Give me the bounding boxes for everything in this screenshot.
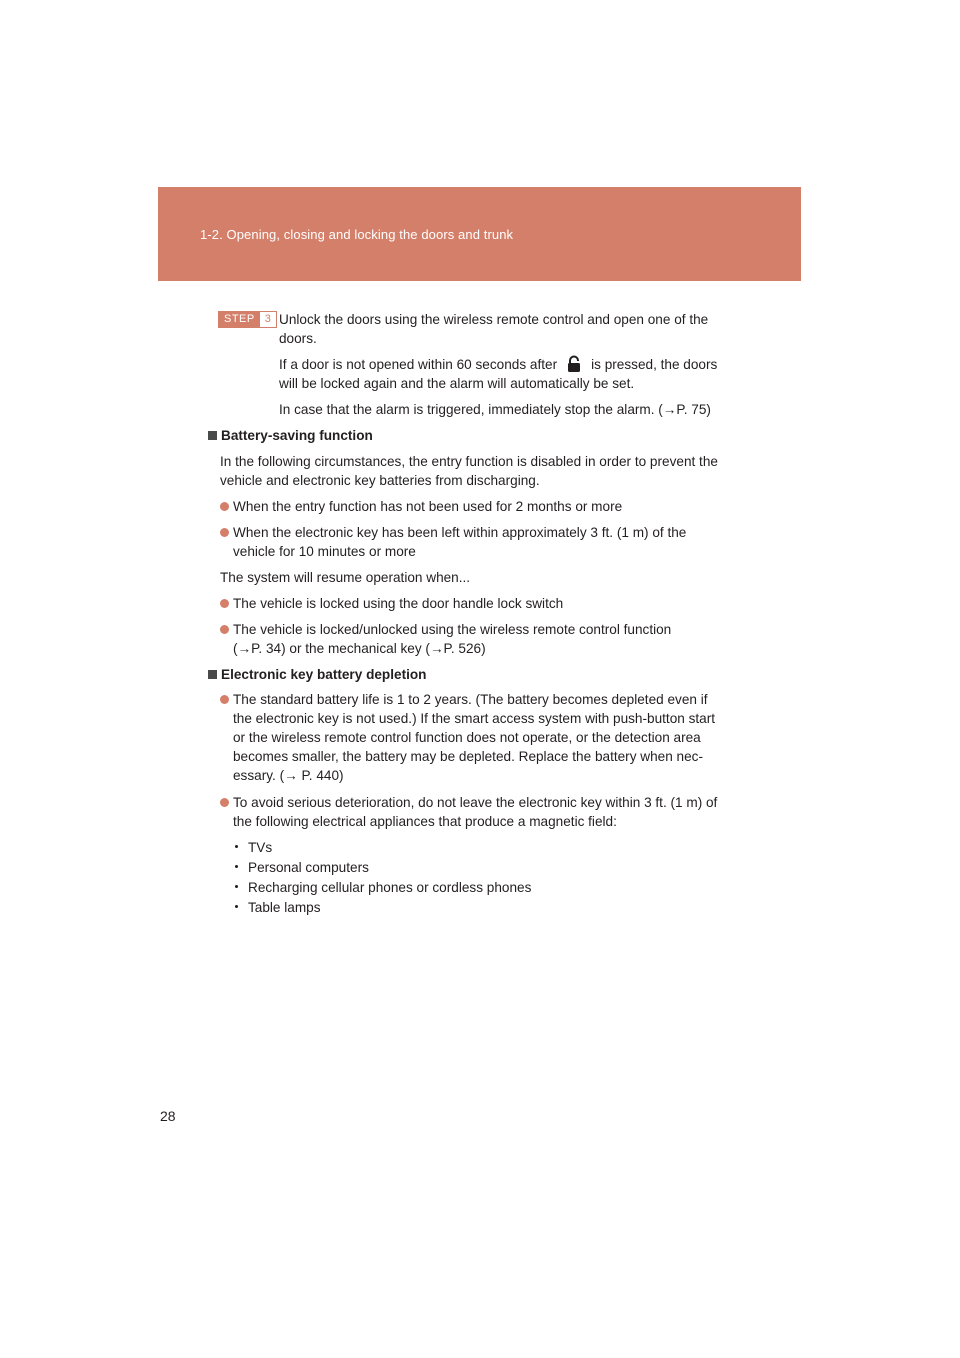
circle-bullet-icon xyxy=(220,502,229,511)
lock-icon xyxy=(565,355,583,373)
battery-depletion-bullet2-line1: To avoid serious deterioration, do not leave the electronic key within 3 ft. (1 m) of xyxy=(220,793,717,812)
dot-bullet-icon xyxy=(235,845,238,848)
battery-depletion-bullet1-line4: becomes smaller, the battery may be depleted. Replace the battery when nec- xyxy=(233,749,703,764)
circle-bullet-icon xyxy=(220,695,229,704)
step-note1-part-b: is pressed, the doors xyxy=(591,357,718,372)
step-number: 3 xyxy=(264,313,271,325)
battery-saving-bullet3: The vehicle is locked using the door handle lock switch xyxy=(220,594,563,613)
appliance-item: Table lamps xyxy=(235,898,321,917)
step-badge xyxy=(218,311,277,328)
step-note1-line2: will be locked again and the alarm will automatically be set. xyxy=(279,376,635,391)
circle-bullet-icon xyxy=(220,599,229,608)
battery-saving-bullet4-line2: (→P. 34) or the mechanical key (→P. 526) xyxy=(233,641,486,656)
battery-depletion-bullet2-line2: the following electrical appliances that produce a magnetic field: xyxy=(233,814,617,829)
square-bullet-icon xyxy=(208,670,217,679)
battery-depletion-bullet1-line5: essary. (→ P. 440) xyxy=(233,768,344,783)
step-note2: In case that the alarm is triggered, immediately stop the alarm. (→P. 75) xyxy=(279,402,711,417)
square-bullet-icon xyxy=(208,431,217,440)
dot-bullet-icon xyxy=(235,905,238,908)
battery-saving-bullet2-line2: vehicle for 10 minutes or more xyxy=(233,544,416,559)
battery-saving-bullet1: When the entry function has not been used for 2 months or more xyxy=(220,497,622,516)
section-header-band xyxy=(158,187,801,281)
step-text-line1: Unlock the doors using the wireless remote control and open one of the xyxy=(279,312,709,327)
battery-depletion-bullet1-line3: or the wireless remote control function does not operate, or the detection area xyxy=(233,730,701,745)
step-note1-line1 xyxy=(279,355,717,374)
battery-saving-intro-line2: vehicle and electronic key batteries from discharging. xyxy=(220,473,540,488)
step-note1-part-a: If a door is not opened within 60 seconds after xyxy=(279,357,558,372)
appliance-item: Recharging cellular phones or cordless phones xyxy=(235,878,531,897)
battery-saving-intro-line1: In the following circumstances, the entry function is disabled in order to prevent the xyxy=(220,454,718,469)
dot-bullet-icon xyxy=(235,865,238,868)
section-title: 1-2. Opening, closing and locking the doors and trunk xyxy=(200,227,514,242)
circle-bullet-icon xyxy=(220,625,229,634)
dot-bullet-icon xyxy=(235,885,238,888)
battery-depletion-bullet1-line2: the electronic key is not used.) If the smart access system with push-button start xyxy=(233,711,716,726)
battery-saving-resume: The system will resume operation when... xyxy=(220,570,471,585)
battery-saving-bullet2-line1: When the electronic key has been left within approximately 3 ft. (1 m) of the xyxy=(220,523,686,542)
circle-bullet-icon xyxy=(220,798,229,807)
battery-depletion-heading: Electronic key battery depletion xyxy=(208,665,426,684)
step-text-line2: doors. xyxy=(279,331,317,346)
battery-saving-bullet4-line1: The vehicle is locked/unlocked using the wireless remote control function xyxy=(220,620,671,639)
appliance-item: TVs xyxy=(235,838,272,857)
step-label: STEP xyxy=(219,312,260,327)
appliance-item: Personal computers xyxy=(235,858,369,877)
page-number: 28 xyxy=(160,1108,176,1124)
battery-depletion-bullet1-line1: The standard battery life is 1 to 2 years. (The battery becomes depleted even if xyxy=(220,690,708,709)
battery-saving-heading: Battery-saving function xyxy=(208,426,373,445)
circle-bullet-icon xyxy=(220,528,229,537)
